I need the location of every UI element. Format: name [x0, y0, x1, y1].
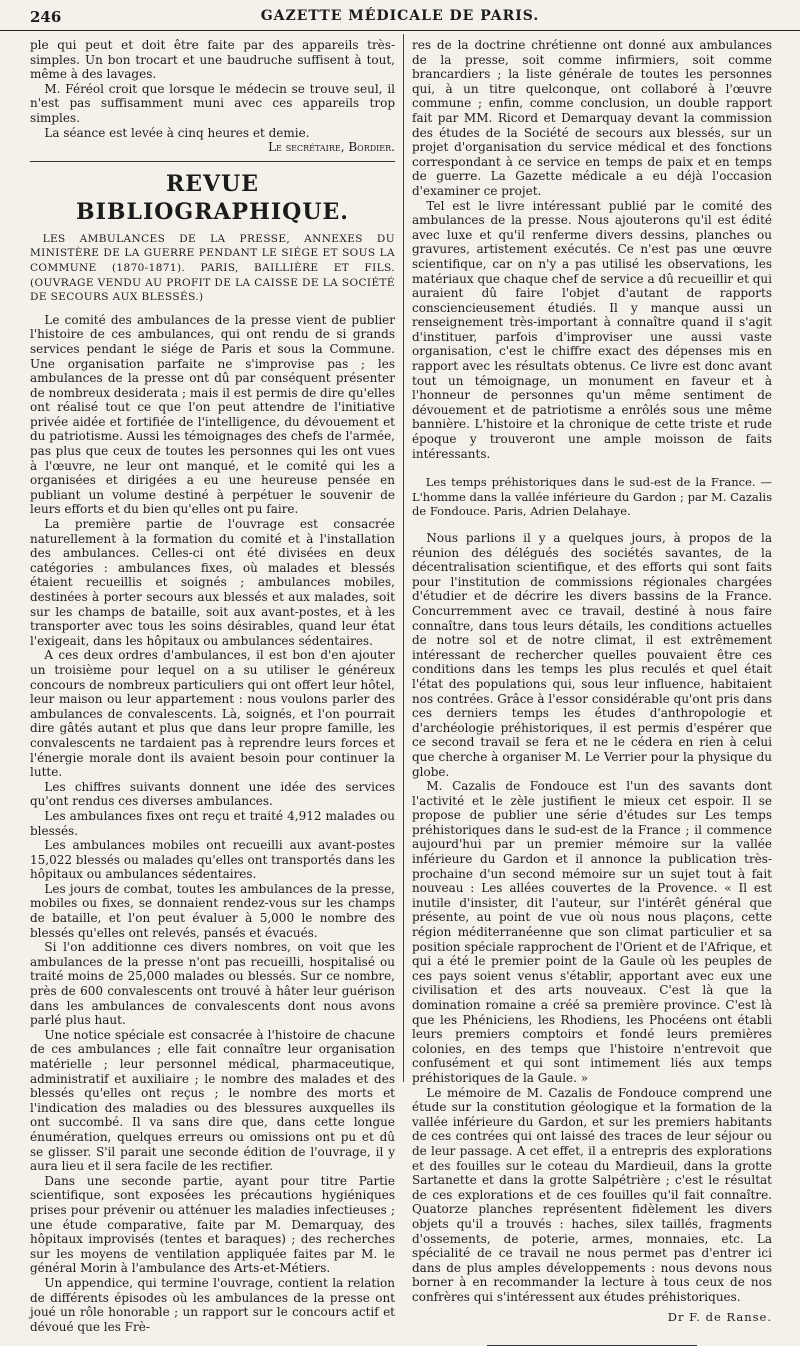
right-column	[412, 38, 772, 1325]
secretary-signature: Le secrétaire, Bordier.	[268, 140, 395, 155]
paragraph: Le comité des ambulances de la presse vient de publier l'histoire de ces ambulances, qui ont rendu de si grands services pendant le siége de Paris et sous la Commune. Une organisation parfaite ne s'improvise pas ; les ambulances de la presse ont dû par conséquent présenter de nombreux desiderata ; mais il est permis de dire qu'elles ont réalisé tout ce que l'on peut attendre de l'initiative privée aidée et fortifiée de l'intelligence, du dévouement et du patriotisme. Aussi les témoignages des chefs de l'armée, pas plus que ceux de toutes les personnes qui les ont vues à l'œuvre, ne leur ont manqué, et le comité qui les a organisées et dirigées a eu une heureuse pensée en publiant un volume destiné à perpétuer le souvenir de leurs efforts et du bien qu'elles ont pu faire.	[30, 312, 395, 517]
paragraph: ple qui peut et doit être faite par des appareils très-simples. Un bon trocart et une baudruche suffisent à tout, même à des lavages.	[30, 38, 395, 82]
spacer	[412, 461, 772, 469]
paragraph: Les ambulances mobiles ont recueilli aux avant-postes 15,022 blessés ou malades qu'elles ont transportés dans les hôpitaux ou ambulances sédentaires.	[30, 838, 395, 882]
author-signature: Dr F. de Ranse.	[667, 1310, 772, 1325]
paragraph: Le mémoire de M. Cazalis de Fondouce comprend une étude sur la constitution géologique et la formation de la vallée inférieure du Gardon, et sur les premiers habitants de ces contrées qui ont laissé des traces de leur séjour ou de leur passage. A cet effet, il a entrepris des explorations et des fouilles sur le coteau du Mardieuil, dans la grotte Sartanette et dans la grotte Salpétrière ; c'est le résultat de ces explorations et de ces fouilles qu'il fait connaître. Quatorze planches représentent fidèlement les divers objets qu'il a trouvés : haches, silex taillés, fragments d'ossements, de poterie, armes, monnaies, etc. La spécialité de ce travail ne nous permet pas d'entrer ici dans de plus amples développements : nous devons nous borner à en recommander la lecture à tous ceux de nos confrères qui s'intéressent aux études préhistoriques.	[412, 1085, 772, 1304]
paragraph: Dans une seconde partie, ayant pour titre Partie scientifique, sont exposées les précautions hygiéniques prises pour prévenir ou atténuer les maladies infectieuses ; une étude comparative, faite par M. Demarquay, des hôpitaux improvisés (tentes et baraques) ; des recherches sur les moyens de ventilation appliquée faites par M. le général Morin à l'ambulance des Arts-et-Métiers.	[30, 1173, 395, 1276]
left-column	[30, 38, 395, 1334]
page-number: 246	[30, 8, 62, 26]
book-heading: LES AMBULANCES DE LA PRESSE, ANNEXES DU MINISTÈRE DE LA GUERRE PENDANT LE SIÉGE ET SOUS LA COMMUNE (1870-1871). PARIS, BAILLIÈRE ET FILS. (OUVRAGE VENDU AU PROFIT DE LA CAISSE DE LA SOCIÉTÉ DE SECOURS AUX BLESSÉS.)	[30, 232, 395, 304]
page-header	[0, 0, 800, 31]
paragraph: A ces deux ordres d'ambulances, il est bon d'en ajouter un troisième pour lequel on a su utiliser le généreux concours de nombreux particuliers qui ont offert leur hôtel, leur maison ou leur appartement : nous voulons parler des ambulances de convalescents. Là, soignés, et l'on pourrait dire gâtés autant et plus que dans leur propre famille, les convalescents ne tardaient pas à reprendre leurs forces et l'énergie morale dont ils avaient besoin pour continuer la lutte.	[30, 648, 395, 780]
paragraph: res de la doctrine chrétienne ont donné aux ambulances de la presse, soit comme infirmiers, soit comme brancardiers ; la liste générale de toutes les personnes qui, à un titre quelconque, ont collaboré à l'œuvre commune ; enfin, comme conclusion, un double rapport fait par MM. Ricord et Demarquay devant la commission des études de la Société de secours aux blessés, sur un projet d'organisation du service médical et des fonctions correspondant à ce service en temps de paix et en temps de guerre. La Gazette médicale a eu déjà l'occasion d'examiner ce projet.	[412, 38, 772, 198]
paragraph: Nous parlions il y a quelques jours, à propos de la réunion des délégués des sociétés savantes, de la décentralisation scientifique, et des efforts qui sont faits pour l'institution de commissions régionales chargées d'étudier et de décrire les divers bassins de la France. Concurremment avec ce travail, destiné à nous faire connaître, dans tous leurs détails, les conditions actuelles de notre sol et de notre climat, il est extrêmement intéressant de rechercher quelles pouvaient être ces conditions dans les temps les plus reculés et quel était l'état des populations qui, sous leur influence, habitaient nos contrées. Grâce à l'essor considérable qu'ont pris dans ces derniers temps les études d'anthropologie et d'archéologie préhistoriques, il est permis d'espérer que ce second travail se fera et ne le cédera en rien à celui que cherche à organiser M. Le Verrier pour la physique du globe.	[412, 531, 772, 779]
paragraph: Si l'on additionne ces divers nombres, on voit que les ambulances de la presse n'ont pas recueilli, hospitalisé ou traité moins de 25,000 malades ou blessés. Sur ce nombre, près de 600 convalescents ont trouvé à hâter leur guérison dans les ambulances de convalescents dont nous avons parlé plus haut.	[30, 940, 395, 1028]
paragraph: M. Cazalis de Fondouce est l'un des savants dont l'activité et le zèle justifient le mieux cet espoir. Il se propose de publier une série d'études sur Les temps préhistoriques dans le sud-est de la France ; il commence aujourd'hui par un premier mémoire sur la vallée inférieure du Gardon et il annonce la publication très-prochaine d'un second mémoire sur un sujet tout à fait nouveau : Les allées couvertes de la Provence. « Il est inutile d'insister, dit l'auteur, sur l'intérêt général que présente, au point de vue où nous nous plaçons, cette région méditerranéenne que son climat particulier et sa position spéciale rapprochent de l'Orient et de l'Afrique, et qui a été le premier point de la Gaule où les peuples de ces pays soient venus s'établir, apportant avec eux une civilisation et des arts nouveaux. C'est là que la domination romaine a créé sa première province. C'est là que les Phéniciens, les Rhodiens, les Phocéens ont établi leurs premiers comptoirs et fondé leurs premières colonies, en des temps que l'histoire n'entrevoit que confusément et qui sont intimement liés aux temps préhistoriques de la Gaule. »	[412, 779, 772, 1085]
paragraph: La séance est levée à cinq heures et demie.	[44, 125, 310, 140]
paragraph: La première partie de l'ouvrage est consacrée naturellement à la formation du comité et à l'installation des ambulances. Celles-ci ont été divisées en deux catégories : ambulances fixes, où malades et blessés étaient recueillis et soignés ; ambulances mobiles, destinées à porter secours aux blessés et aux malades, soit sur les champs de bataille, soit aux avant-postes, et à les transporter avec tous les soins désirables, quand leur état l'exigeait, dans les hôpitaux ou ambulances sédentaires.	[30, 517, 395, 648]
paragraph: Les jours de combat, toutes les ambulances de la presse, mobiles ou fixes, se donnaient rendez-vous sur les champs de bataille, et l'on peut évaluer à 5,000 le nombre des blessés qu'elles ont relevés, pansés et évacués.	[30, 881, 395, 940]
paragraph: Tel est le livre intéressant publié par le comité des ambulances de la presse. Nous ajouterons qu'il est édité avec luxe et qu'il renferme divers dessins, planches ou gravures, artistement exécutés. Ce n'est pas une œuvre scientifique, car on n'y a pas utilisé les observations, les matériaux que chaque chef de service a dû recueillir et qui auraient dû faire l'objet d'autant de rapports consciencieusement étudiés. Il y manque aussi un renseignement très-important à connaître quand il s'agit d'instituer, parfois d'improviser une aussi vaste organisation, c'est le chiffre exact des dépenses mis en rapport avec les résultats obtenus. Ce livre est donc avant tout un témoignage, un monument en faveur et à l'honneur de personnes qu'un même sentiment de dévouement et de patriotisme a enrôlés sous une même bannière. L'histoire et la chronique de cette triste et rude époque y trouveront une ample moisson de faits intéressants.	[412, 198, 772, 461]
paragraph: Une notice spéciale est consacrée à l'histoire de chacune de ces ambulances ; elle fait connaître leur organisation matérielle ; leur personnel médical, pharmaceutique, administratif et auxiliaire ; le nombre des malades et des blessés qu'elles ont reçus ; le nombre des morts et l'indication des maladies ou des blessures auxquelles ils ont succombé. Il va sans dire que, dans cette longue énumération, quelques erreurs ou omissions ont pu et dû se glisser. S'il parait une seconde édition de l'ouvrage, il y aura lieu et il sera facile de les rectifier.	[30, 1027, 395, 1174]
book-heading: Les temps préhistoriques dans le sud-est de la France. — L'homme dans la vallée inférieure du Gardon ; par M. Cazalis de Fondouce. Paris, Adrien Delahaye.	[412, 475, 772, 519]
journal-title: GAZETTE MÉDICALE DE PARIS.	[260, 8, 540, 24]
section-title: REVUE BIBLIOGRAPHIQUE.	[76, 170, 349, 225]
divider	[30, 161, 395, 162]
paragraph: Les chiffres suivants donnent une idée des services qu'ont rendus ces diverses ambulances.	[30, 779, 395, 809]
paragraph: M. Féréol croit que lorsque le médecin se trouve seul, il n'est pas suffisamment muni avec ces appareils trop simples.	[30, 81, 395, 125]
paragraph: Les ambulances fixes ont reçu et traité 4,912 malades ou blessés.	[30, 808, 395, 838]
column-divider	[403, 34, 404, 1082]
paragraph: Un appendice, qui termine l'ouvrage, contient la relation de différents épisodes où les ambulances de la presse ont joué un rôle honorable ; un rapport sur le concours actif et dévoué que les Frè-	[30, 1275, 395, 1334]
